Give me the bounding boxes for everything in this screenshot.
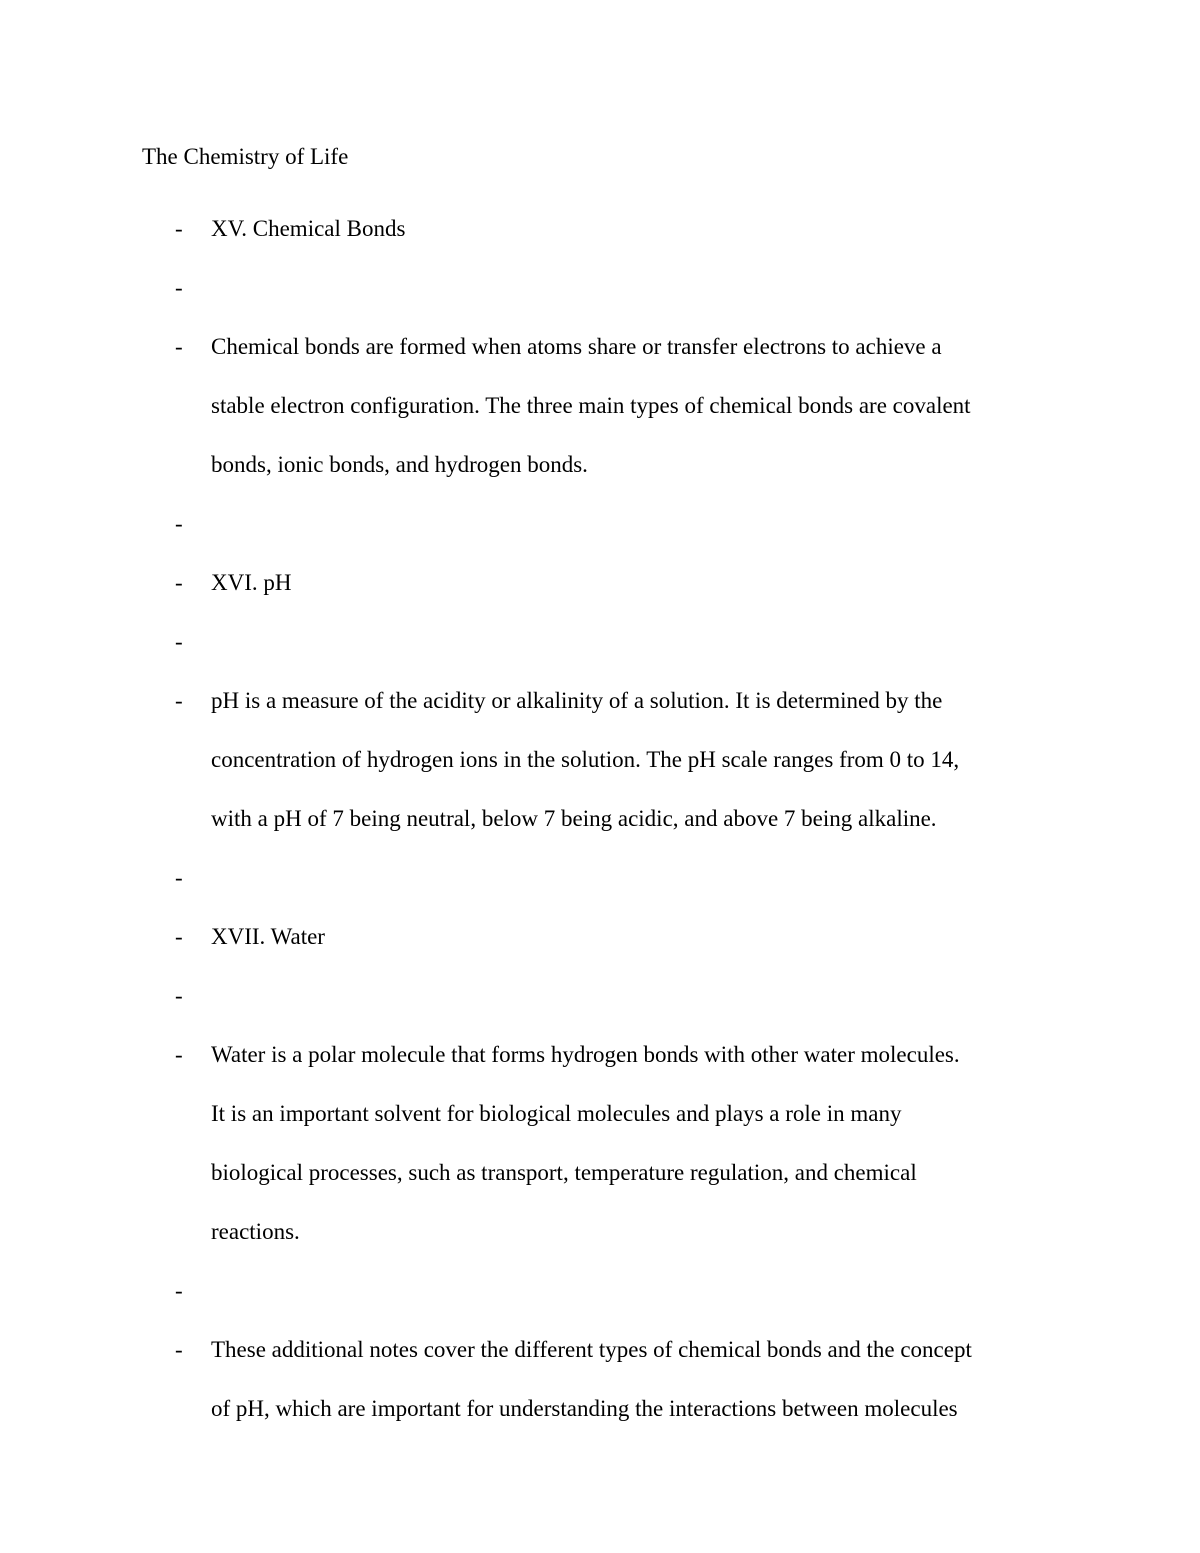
list-item (0, 1261, 1200, 1320)
list-item-text-line (211, 1261, 1066, 1320)
bullet-dash-icon: - (175, 1278, 183, 1303)
bullet-dash-icon: - (175, 865, 183, 890)
bullet-dash-icon: - (175, 216, 183, 241)
bullet-dash-icon: - (175, 688, 183, 713)
list-item (0, 553, 1200, 612)
list-item (0, 494, 1200, 553)
list-item-text-line: biological processes, such as transport, temperature regulation, and chemical (211, 1160, 917, 1185)
bullet-dash-icon: - (175, 983, 183, 1008)
list-item-text-line (211, 966, 1066, 1025)
list-item (0, 317, 1200, 494)
list-item-text-line: Water is a polar molecule that forms hydrogen bonds with other water molecules. (211, 1042, 960, 1067)
list-item-text-line (211, 494, 1066, 553)
list-item-text-line: XVII. Water (211, 924, 325, 949)
list-item-text-line: concentration of hydrogen ions in the solution. The pH scale ranges from 0 to 14, (211, 747, 960, 772)
list-item-text-line (211, 848, 1066, 907)
list-item-text-line: pH is a measure of the acidity or alkalinity of a solution. It is determined by the (211, 688, 943, 713)
list-item-text-line (211, 612, 1066, 671)
list-item-text-line: These additional notes cover the different types of chemical bonds and the concept (211, 1337, 972, 1362)
bullet-list (0, 199, 1200, 1438)
bullet-dash-icon: - (175, 334, 183, 359)
list-item (0, 907, 1200, 966)
bullet-dash-icon: - (175, 1042, 183, 1067)
bullet-dash-icon: - (175, 629, 183, 654)
list-item (0, 966, 1200, 1025)
list-item-text-line: reactions. (211, 1219, 300, 1244)
list-item-text-line: of pH, which are important for understanding the interactions between molecules (211, 1396, 958, 1421)
list-item (0, 1320, 1200, 1438)
list-item-text-line: Chemical bonds are formed when atoms share or transfer electrons to achieve a (211, 334, 942, 359)
list-item (0, 671, 1200, 848)
document-title: The Chemistry of Life (142, 144, 349, 169)
list-item (0, 1025, 1200, 1261)
list-item-text-line: XVI. pH (211, 570, 292, 595)
bullet-dash-icon: - (175, 1337, 183, 1362)
bullet-dash-icon: - (175, 511, 183, 536)
list-item-text-line: It is an important solvent for biological molecules and plays a role in many (211, 1101, 902, 1126)
list-item-text-line: with a pH of 7 being neutral, below 7 being acidic, and above 7 being alkaline. (211, 806, 937, 831)
list-item (0, 612, 1200, 671)
bullet-dash-icon: - (175, 570, 183, 595)
list-item-text-line: bonds, ionic bonds, and hydrogen bonds. (211, 452, 588, 477)
list-item-text-line: XV. Chemical Bonds (211, 216, 406, 241)
bullet-dash-icon: - (175, 924, 183, 949)
list-item-text-line: stable electron configuration. The three main types of chemical bonds are covalent (211, 393, 971, 418)
list-item (0, 258, 1200, 317)
list-item (0, 848, 1200, 907)
list-item-text-line (211, 258, 1066, 317)
bullet-dash-icon: - (175, 275, 183, 300)
list-item (0, 199, 1200, 258)
